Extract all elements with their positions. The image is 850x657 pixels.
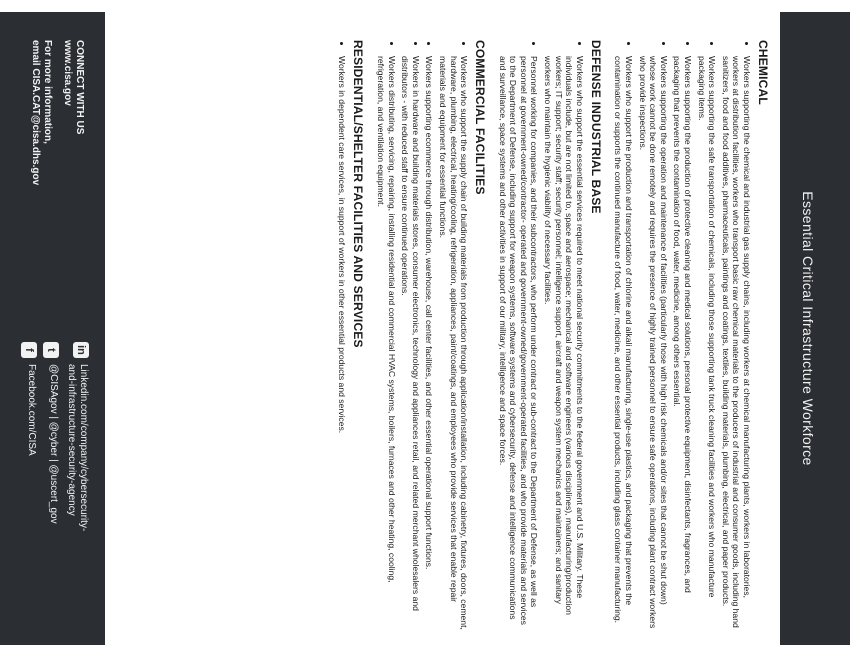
- bullet-list: [375, 40, 469, 630]
- bullet-list: [613, 40, 752, 630]
- connect-heading: CONNECT WITH US: [74, 40, 85, 135]
- list-item: • Workers in dependent care services, in support of workers in other essential products and services.: [337, 54, 348, 630]
- section-defense-industrial-base: [497, 40, 603, 630]
- bullet-list: [497, 40, 585, 630]
- section-heading: COMMERCIAL FACILITIES: [473, 40, 488, 195]
- linkedin-row[interactable]: [65, 342, 89, 632]
- twitter-handles[interactable]: @CISAgov | @cyber | @uscert_gov: [48, 364, 59, 524]
- social-links: [15, 342, 89, 632]
- list-item: • Workers who support the essential services required to meet national security commitments to the federal government and U.S. Military. These individuals include, but are not limited to, space and aerospace; mechanical and software engineers (various disciplines), manufacturing/production workers; IT support; security staff; security personnel; intelligence support, aircraft and weapon system mechanics and maintainers; and sanitary workers who maintain the hygienic viability of necessary facilities.: [543, 54, 585, 630]
- linkedin-icon: in: [73, 342, 89, 358]
- facebook-icon: f: [21, 342, 37, 358]
- page-title: Essential Critical Infrastructure Workforce: [800, 191, 816, 466]
- contact-block: [29, 40, 85, 340]
- section-heading: RESIDENTIAL/SHELTER FACILITIES AND SERVICES: [351, 40, 366, 348]
- twitter-icon: t: [43, 342, 59, 358]
- section-heading: DEFENSE INDUSTRIAL BASE: [588, 40, 603, 214]
- more-info-text: For more information,: [42, 40, 53, 144]
- content-area: [327, 40, 770, 630]
- footer-band: [0, 12, 105, 645]
- list-item: • Workers supporting the operation and maintenance of facilities (particularly those with high risk chemicals and/or sites that cannot be shut down) whose work cannot be done remotely and requires the presence of highly trained personnel to ensure safe operations, including plant contract workers who provide inspections.: [637, 54, 669, 630]
- linkedin-link[interactable]: Linkedin.com/company/cybersecurity-: [78, 364, 89, 532]
- linkedin-link-cont[interactable]: and-infrastructure-security-agency: [66, 364, 77, 516]
- section-commercial-facilities: [375, 40, 487, 630]
- list-item: • Workers distributing, servicing, repairing, installing residential and commercial HVAC systems, boilers, furnaces and other heating, cooling, refrigeration, and ventilation equipment.: [375, 54, 396, 630]
- twitter-row[interactable]: [43, 342, 59, 632]
- list-item: • Workers who support the production and transportation of chlorine and alkali manufacturing, single-use plastics, and packaging that prevents the contamination or supports the continued manufacture of food, water, medicine, and other essential products, including glass container manufacturing.: [613, 54, 634, 630]
- header-band: [780, 12, 850, 645]
- list-item: • Workers supporting the safe transportation of chemicals, including those supporting tank truck cleaning facilities and workers who manufacture packaging items.: [696, 54, 717, 630]
- list-item: • Workers supporting the production of protective cleaning and medical solutions, personal protective equipment, disinfectants, fragrances, and packaging that prevents the contamination of food, water, medicine, among others essential.: [672, 54, 693, 630]
- section-chemical: [613, 40, 770, 630]
- facebook-link[interactable]: Facebook.com/CISA: [26, 364, 37, 456]
- section-heading: CHEMICAL: [756, 40, 770, 105]
- website-link[interactable]: www.cisa.gov: [62, 40, 73, 106]
- list-item: • Workers supporting the chemical and industrial gas supply chains, including workers at chemical manufacturing plants, workers in laboratories, workers at distribution facilities, workers who transport basic raw chemical materials to the producers of industrial and consumer goods, including hand sanitizers, food and food additives, pharmaceuticals, paintings and coatings, textiles, building materials, plumbing, electrical, and paper products.: [720, 54, 752, 630]
- list-item: • Personnel working for companies, and their subcontractors, who perform under contract or sub-contract to the Department of Defense, as well as personnel at government-owned/contractor- operated and government-owned/government-operated facilities, and who provide materials and services to the Department of Defense, including support for weapon systems, software systems and cybersecurity, defense and intelligence communications and surveillance, space systems and other activities in support of our military, intelligence and space forces.: [497, 54, 539, 630]
- bullet-list: [337, 40, 348, 630]
- section-residential-shelter: [337, 40, 366, 630]
- contact-email-link[interactable]: email CISA.CAT@cisa.dhs.gov: [30, 40, 41, 186]
- list-item: • Workers who support the supply chain of building materials from production through application/installation, including cabinetry, fixtures, doors, cement, hardware, plumbing, electrical, heating/cooling, refrigeration, appliances, paint/coatings, and employees who provide services that enable repair materials and equipment for essential functions.: [437, 54, 469, 630]
- facebook-row[interactable]: [21, 342, 37, 632]
- list-item: • Workers in hardware and building materials stores, consumer electronics, technology and appliances retail, and related merchant wholesalers and distributors - with reduced staff to ensure continued operations.: [400, 54, 421, 630]
- list-item: • Workers supporting ecommerce through distribution, warehouse, call center facilities, and other essential operational support functions.: [424, 54, 435, 630]
